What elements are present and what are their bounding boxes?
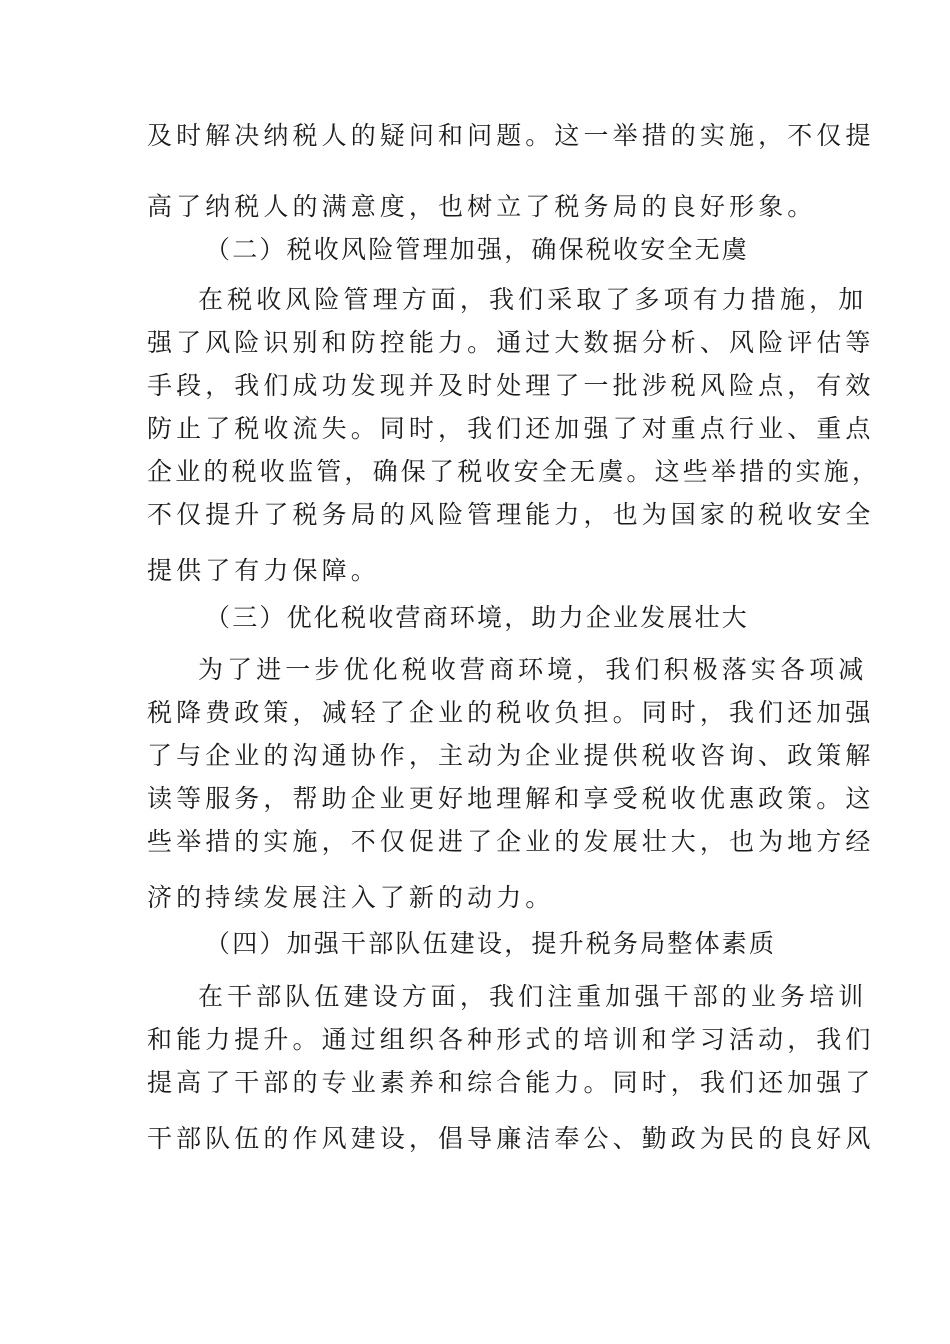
text-line-2: 高了纳税人的满意度，也树立了税务局的良好形象。: [147, 192, 817, 221]
section-heading-3: （三）优化税收营商环境，助力企业发展壮大: [205, 603, 750, 632]
paragraph-2-line-3: 手段，我们成功发现并及时处理了一批涉税风险点，有效: [147, 371, 875, 400]
paragraph-2-line-6: 不仅提升了税务局的风险管理能力，也为国家的税收安全: [147, 500, 875, 529]
paragraph-3-line-6: 济的持续发展注入了新的动力。: [147, 883, 555, 912]
paragraph-3-line-3: 了与企业的沟通协作，主动为企业提供税收咨询、政策解: [147, 741, 875, 770]
text-line-1: 及时解决纳税人的疑问和问题。这一举措的实施，不仅提: [147, 121, 875, 150]
paragraph-4-line-1: 在干部队伍建设方面，我们注重加强干部的业务培训: [198, 982, 868, 1011]
section-heading-2: （二）税收风险管理加强，确保税收安全无虞: [205, 235, 750, 264]
paragraph-3-line-1: 为了进一步优化税收营商环境，我们积极落实各项减: [198, 655, 868, 684]
paragraph-2-line-2: 强了风险识别和防控能力。通过大数据分析、风险评估等: [147, 328, 875, 357]
paragraph-4-line-2: 和能力提升。通过组织各种形式的培训和学习活动，我们: [147, 1025, 875, 1054]
paragraph-2-line-4: 防止了税收流失。同时，我们还加强了对重点行业、重点: [147, 414, 875, 443]
paragraph-3-line-2: 税降费政策，减轻了企业的税收负担。同时，我们还加强: [147, 698, 875, 727]
paragraph-4-line-3: 提高了干部的专业素养和综合能力。同时，我们还加强了: [147, 1068, 875, 1097]
paragraph-4-line-4: 干部队伍的作风建设，倡导廉洁奉公、勤政为民的良好风: [147, 1124, 875, 1153]
paragraph-2-line-7: 提供了有力保障。: [147, 556, 380, 585]
paragraph-2-line-1: 在税收风险管理方面，我们采取了多项有力措施，加: [198, 285, 868, 314]
paragraph-3-line-5: 些举措的实施，不仅促进了企业的发展壮大，也为地方经: [147, 827, 875, 856]
section-heading-4: （四）加强干部队伍建设，提升税务局整体素质: [205, 929, 777, 958]
paragraph-3-line-4: 读等服务，帮助企业更好地理解和享受税收优惠政策。这: [147, 784, 875, 813]
paragraph-2-line-5: 企业的税收监管，确保了税收安全无虞。这些举措的实施，: [147, 457, 881, 486]
